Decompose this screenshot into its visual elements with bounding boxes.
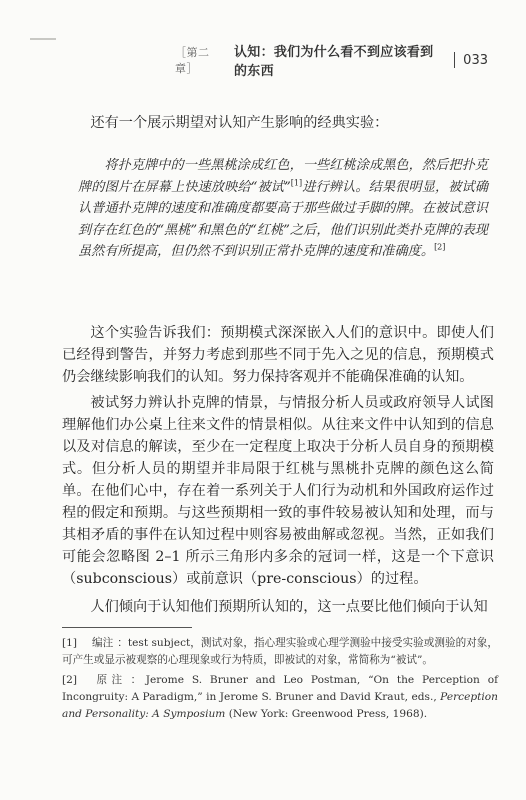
footnote-1 bbox=[62, 635, 498, 669]
paragraph-1: 这个实验告诉我们：预期模式深深嵌入人们的意识中。即使人们已经得到警告，并努力考虑到那些不同于先入之见的信息，预期模式仍会继续影响我们的认知。努力保持客观并不能确保准确的认知。 bbox=[62, 325, 494, 385]
footnote-2-text-a: ：Jerome S. Bruner and Leo Postman, “On the Perception of Incongruity: A Paradigm,” in Jerome S. Bruner and David Kraut, eds., bbox=[62, 674, 499, 703]
footnote-1-mark: [1] bbox=[62, 637, 78, 649]
paragraph-3: 人们倾向于认知他们预期所认知的，这一点要比他们倾向于认知 bbox=[90, 599, 488, 615]
page-number: 033 bbox=[463, 52, 488, 68]
footnote-divider bbox=[62, 627, 192, 628]
quote-text-1: 将扑克牌中的一些黑桃涂成红色，一些红桃涂成黑色，然后把扑克牌的图片在屏幕上快速放映给“被试” bbox=[78, 158, 488, 195]
chapter-title: 认知：我们为什么看不到应该看到的东西 bbox=[233, 45, 434, 79]
footnote-1-text: ：test subject，测试对象，指心理实验或心理学测验中接受实验或测验的对象，可产生或显示被观察的心理现象或行为特质，即被试的对象，常简称为“被试”。 bbox=[62, 637, 499, 666]
footnote-2 bbox=[62, 672, 498, 723]
quote-text-2: 进行辨认。结果很明显，被试确认普通扑克牌的速度和准确度都要高于那些做过手脚的牌。在被试意识到存在红色的“黑桃”和黑色的“红桃”之后，他们识别此类扑克牌的表现虽然有所提高，但仍然不到识别正常扑克牌的速度和准确度。 bbox=[78, 179, 489, 259]
footnote-2-label: 原注 bbox=[92, 674, 127, 686]
footnote-ref-2[interactable]: [2] bbox=[434, 242, 446, 252]
paragraph-2: 被试努力辨认扑克牌的情景，与情报分析人员或政府领导人试图理解他们办公桌上往来文件的情景相似。从往来文件中认知到的信息以及对信息的解读，至少在一定程度上取决于分析人员自身的预期模式。但分析人员的期望并非局限于红桃与黑桃扑克牌的颜色这么简单。在他们心中，存在着一系列关于人们行为动机和外国政府运作过程的假定和预期。与这些预期相一致的事件较易被认知和处理，而与其相矛盾的事件在认知过程中则容易被曲解或忽视。当然，正如我们可能会忽略图 2–1 所示三角形内多余的冠词一样，这是一个下意识（subconscious）或前意识（pre-conscious）的过程。 bbox=[62, 395, 494, 587]
chapter-label: ［第二章］ bbox=[175, 46, 210, 75]
experiment-quote bbox=[78, 155, 488, 263]
footnote-2-book-title: Perception and Personality: A Symposium bbox=[62, 691, 498, 720]
footnote-1-label: 编注 bbox=[92, 637, 114, 649]
intro-paragraph: 还有一个展示期望对认知产生影响的经典实验： bbox=[90, 115, 389, 131]
footnote-2-mark: [2] bbox=[62, 674, 78, 686]
running-header bbox=[175, 45, 488, 79]
footnote-2-text-b: (New York: Greenwood Press, 1968). bbox=[225, 708, 428, 720]
footnote-ref-1[interactable]: [1] bbox=[290, 178, 303, 188]
header-divider bbox=[454, 52, 455, 68]
scan-artifact bbox=[30, 38, 56, 40]
